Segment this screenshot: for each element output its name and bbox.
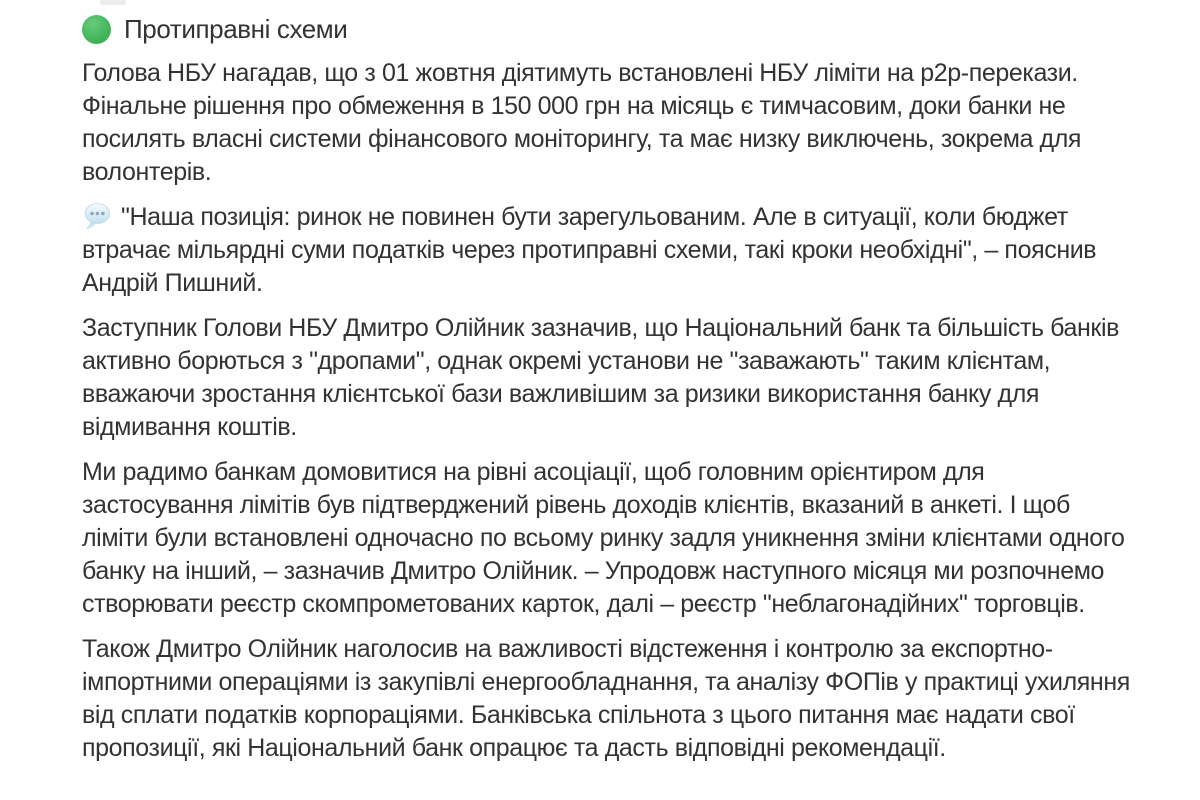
paragraph-4: [82, 456, 1130, 621]
cropped-content-artifact: [100, 0, 126, 5]
post-title: Протиправні схеми: [124, 14, 348, 44]
paragraph-3: [82, 312, 1130, 444]
paragraph-4-text: Ми радимо банкам домовитися на рівні асоціації, щоб головним орієнтиром для застосування лімітів був підтверджений рівень доходів клієнтів, вказаний в анкеті. І щоб ліміти були встановлені одночасно по всьому ринку задля уникнення зміни клієнтами одного банку на інший, – зазначив Дмитро Олійник. – Упродовж наступного місяця ми розпочнемо створювати реєстр скомпрометованих карток, далі – реєстр "неблагонадійних" торговців.: [82, 458, 1125, 618]
paragraph-1-text: Голова НБУ нагадав, що з 01 жовтня діятимуть встановлені НБУ ліміти на p2p-перекази. Фінальне рішення про обмеження в 150 000 грн на місяць є тимчасовим, доки банки не посилять власні системи фінансового моніторингу, та має низку виключень, зокрема для волонтерів.: [82, 59, 1082, 186]
paragraph-3-text: Заступник Голови НБУ Дмитро Олійник зазначив, що Національний банк та більшість банків активно борються з "дропами", однак окремі установи не "заважають" таким клієнтам, вважаючи зростання клієнтської бази важливішим за ризики використання банку для відмивання коштів.: [82, 314, 1119, 441]
green-circle-icon: [82, 15, 111, 44]
paragraph-1: [82, 57, 1130, 189]
paragraph-2-text: "Наша позиція: ринок не повинен бути зарегульованим. Але в ситуації, коли бюджет втрачає мільярдні суми податків через протиправні схеми, такі кроки необхідні", – пояснив Андрій Пишний.: [82, 203, 1097, 297]
paragraph-5: [82, 633, 1130, 765]
paragraph-2: [82, 201, 1130, 300]
paragraph-5-text: Також Дмитро Олійник наголосив на важливості відстеження і контролю за експортно-імпортними операціями із закупівлі енергообладнання, та аналізу ФОПів у практиці ухиляння від сплати податків корпораціями. Банківська спільнота з цього питання має надати свої пропозиції, які Національний банк опрацює та дасть відповідні рекомендації.: [82, 635, 1130, 762]
post-header: [82, 13, 1130, 46]
speech-balloon-icon: [82, 201, 112, 231]
post-content: [82, 13, 1130, 777]
